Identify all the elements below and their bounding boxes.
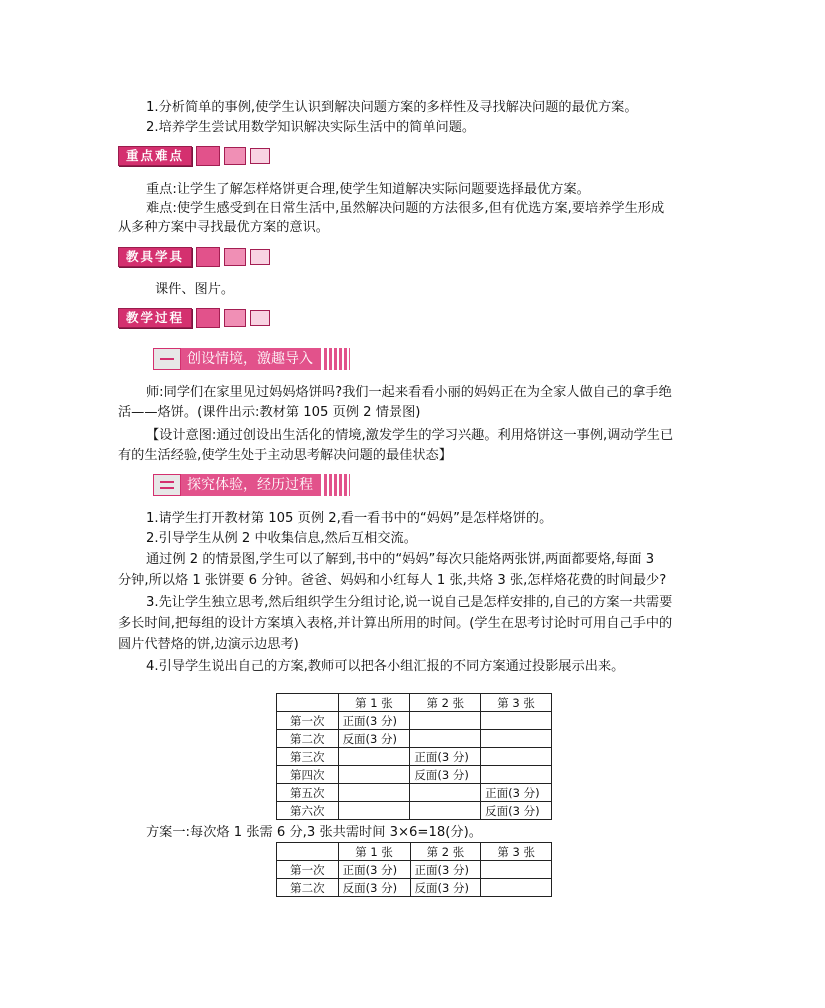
step2-p4-line2: 多长时间,把每组的设计方案填入表格,并计算出所用的时间。(学生在思考讨论时可用自己手中的	[118, 616, 673, 631]
table-cell	[481, 730, 552, 748]
section-heading-process	[118, 308, 270, 328]
step2-p3-line1: 通过例 2 的情景图,学生可以了解到,书中的“妈妈”每次只能烙两张饼,两面都要烙,每面 3	[146, 552, 655, 567]
table-header-cell: 第 2 张	[410, 843, 481, 861]
table-cell: 反面(3 分)	[410, 766, 481, 784]
table-header-cell: 第 1 张	[338, 843, 410, 861]
section-heading-materials	[118, 247, 270, 267]
table-cell	[410, 802, 481, 820]
plan-table-2	[276, 842, 552, 897]
table-cell: 正面(3 分)	[410, 861, 481, 879]
table-cell	[338, 802, 410, 820]
table-header-cell: 第 1 张	[338, 694, 410, 712]
table-header-row	[277, 843, 552, 861]
difficulty-text-line1: 难点:使学生感受到在日常生活中,虽然解决问题的方法很多,但有优选方案,要培养学生形成	[146, 201, 665, 216]
table-cell	[338, 766, 410, 784]
table-cell: 反面(3 分)	[338, 879, 410, 897]
table-cell	[338, 784, 410, 802]
table-cell	[410, 712, 481, 730]
step-title: 探究体验，经历过程	[181, 474, 321, 496]
decor-square-icon	[250, 310, 270, 326]
table-row	[277, 879, 552, 897]
table-header-cell: 第 3 张	[481, 843, 552, 861]
step2-p5: 4.引导学生说出自己的方案,教师可以把各小组汇报的不同方案通过投影展示出来。	[146, 659, 625, 674]
step-number-two-icon	[153, 474, 181, 496]
table-header-row	[277, 694, 552, 712]
step-title: 创设情境，激趣导入	[181, 348, 321, 370]
stripes-decoration	[324, 474, 350, 496]
table-cell	[481, 766, 552, 784]
section-heading-key-points	[118, 146, 270, 166]
table-cell: 反面(3 分)	[338, 730, 410, 748]
table-cell: 第一次	[277, 712, 339, 730]
section-label: 重点难点	[118, 146, 192, 166]
table-cell: 第三次	[277, 748, 339, 766]
table-cell	[481, 879, 552, 897]
table-cell	[410, 730, 481, 748]
table-row	[277, 748, 552, 766]
table-cell: 反面(3 分)	[410, 879, 481, 897]
decor-square-icon	[250, 249, 270, 265]
design-intent-line2: 有的生活经验,使学生处于主动思考解决问题的最佳状态】	[118, 448, 452, 463]
decor-square-icon	[224, 309, 246, 327]
step-heading-1	[153, 348, 350, 370]
decor-square-icon	[196, 308, 220, 328]
table-header-cell: 第 3 张	[481, 694, 552, 712]
table-cell: 第四次	[277, 766, 339, 784]
step2-p4-line3: 圆片代替烙的饼,边演示边思考)	[118, 637, 299, 652]
plan-1-summary: 方案一:每次烙 1 张需 6 分,3 张共需时间 3×6=18(分)。	[146, 825, 482, 840]
table-cell: 正面(3 分)	[481, 784, 552, 802]
difficulty-text-line2: 从多种方案中寻找最优方案的意识。	[118, 220, 329, 235]
decor-square-icon	[196, 146, 220, 166]
decor-square-icon	[250, 148, 270, 164]
focus-text: 重点:让学生了解怎样烙饼更合理,使学生知道解决实际问题要选择最优方案。	[146, 182, 590, 197]
objective-1: 1.分析简单的事例,使学生认识到解决问题方案的多样性及寻找解决问题的最优方案。	[146, 100, 638, 115]
section-label: 教学过程	[118, 308, 192, 328]
table-cell	[481, 712, 552, 730]
objective-2: 2.培养学生尝试用数学知识解决实际生活中的简单问题。	[146, 120, 476, 135]
table-row	[277, 766, 552, 784]
table-cell: 第六次	[277, 802, 339, 820]
decor-square-icon	[224, 147, 246, 165]
table-header-cell	[277, 694, 339, 712]
table-header-cell: 第 2 张	[410, 694, 481, 712]
table-cell: 第五次	[277, 784, 339, 802]
table-cell: 反面(3 分)	[481, 802, 552, 820]
step-heading-2	[153, 474, 350, 496]
stripes-decoration	[324, 348, 350, 370]
table-cell: 第一次	[277, 861, 339, 879]
plan-table-1	[276, 693, 552, 820]
materials-text: 课件、图片。	[155, 282, 235, 297]
design-intent-line1: 【设计意图:通过创设出生活化的情境,激发学生的学习兴趣。利用烙饼这一事例,调动学生已	[146, 428, 674, 443]
table-row	[277, 712, 552, 730]
step2-p3-line2: 分钟,所以烙 1 张饼要 6 分钟。爸爸、妈妈和小红每人 1 张,共烙 3 张,怎样烙花费的时间最少?	[118, 573, 667, 588]
step2-p1: 1.请学生打开教材第 105 页例 2,看一看书中的“妈妈”是怎样烙饼的。	[146, 511, 553, 526]
table-cell: 第二次	[277, 730, 339, 748]
table-cell: 正面(3 分)	[338, 712, 410, 730]
step2-p4-line1: 3.先让学生独立思考,然后组织学生分组讨论,说一说自己是怎样安排的,自己的方案一共需要	[146, 595, 673, 610]
section-label: 教具学具	[118, 247, 192, 267]
table-row	[277, 784, 552, 802]
table-cell	[410, 784, 481, 802]
table-row	[277, 802, 552, 820]
table-cell	[481, 861, 552, 879]
table-cell: 正面(3 分)	[410, 748, 481, 766]
table-cell	[338, 748, 410, 766]
table-cell: 正面(3 分)	[338, 861, 410, 879]
decor-square-icon	[196, 247, 220, 267]
table-header-cell	[277, 843, 339, 861]
step1-line1: 师:同学们在家里见过妈妈烙饼吗?我们一起来看看小丽的妈妈正在为全家人做自己的拿手绝	[146, 385, 672, 400]
step2-p2: 2.引导学生从例 2 中收集信息,然后互相交流。	[146, 531, 417, 546]
step1-line2: 活——烙饼。(课件出示:教材第 105 页例 2 情景图)	[118, 405, 421, 420]
table-row	[277, 730, 552, 748]
table-cell	[481, 748, 552, 766]
decor-square-icon	[224, 248, 246, 266]
table-row	[277, 861, 552, 879]
table-cell: 第二次	[277, 879, 339, 897]
step-number-one-icon	[153, 348, 181, 370]
